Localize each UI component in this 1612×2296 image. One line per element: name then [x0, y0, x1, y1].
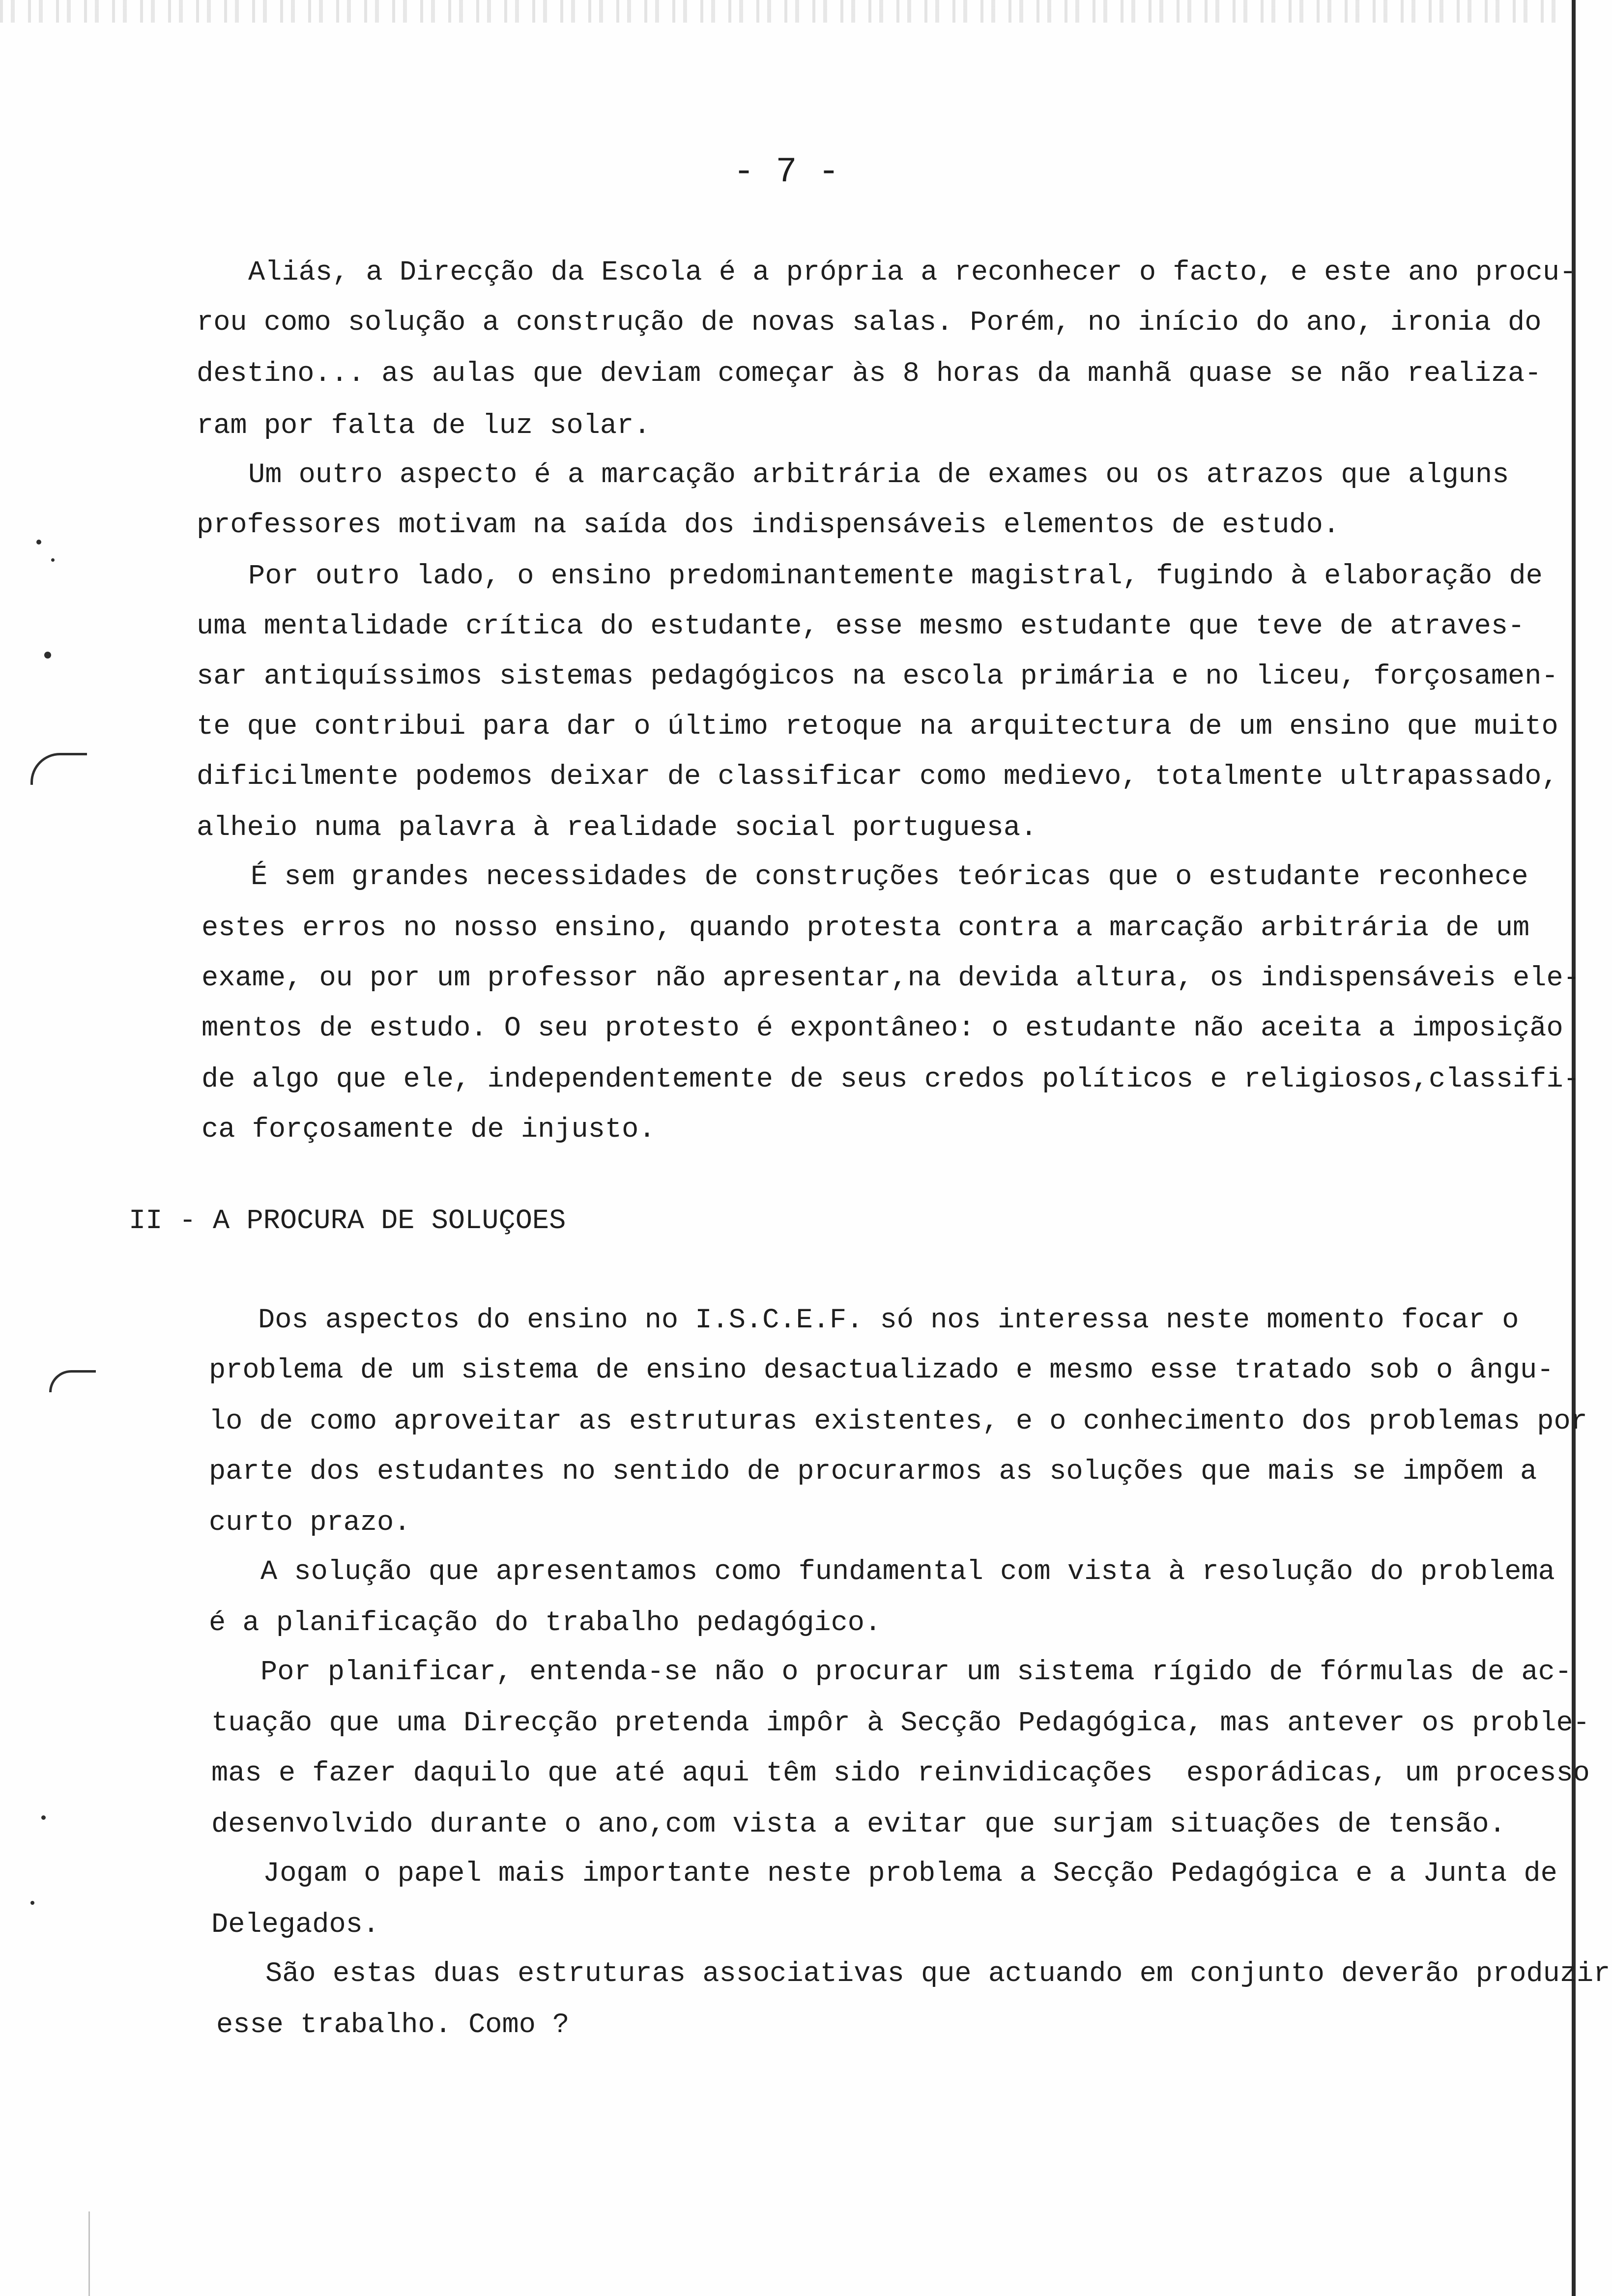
body-line: exame, ou por um professor não apresentar,na devida altura, os indispensáveis ele- — [202, 963, 1580, 994]
scan-mark — [36, 540, 41, 545]
body-line: ram por falta de luz solar. — [197, 410, 651, 442]
body-line: parte dos estudantes no sentido de procurarmos as soluções que mais se impõem a — [209, 1456, 1537, 1488]
page-number: - 7 - — [733, 152, 840, 192]
scan-mark — [44, 652, 51, 659]
body-line: uma mentalidade crítica do estudante, esse mesmo estudante que teve de atraves- — [197, 611, 1525, 642]
body-line: Jogam o papel mais importante neste problema a Secção Pedagógica e a Junta de — [263, 1858, 1557, 1890]
body-line: destino... as aulas que deviam começar às 8 horas da manhã quase se não realiza- — [197, 358, 1542, 390]
body-line: sar antiquíssimos sistemas pedagógicos na escola primária e no liceu, forçosamen- — [197, 661, 1558, 692]
body-line: Dos aspectos do ensino no I.S.C.E.F. só nos interessa neste momento focar o — [258, 1305, 1519, 1336]
scan-edge-right — [1572, 0, 1576, 2296]
body-line: te que contribui para dar o último retoque na arquitectura de um ensino que muito — [197, 711, 1558, 743]
body-line: Um outro aspecto é a marcação arbitrária de exames ou os atrazos que alguns — [248, 459, 1509, 491]
body-line: mas e fazer daquilo que até aqui têm sido reinvidicações esporádicas, um processo — [211, 1758, 1590, 1789]
section-heading: II - A PROCURA DE SOLUÇOES — [129, 1205, 566, 1237]
body-line: rou como solução a construção de novas salas. Porém, no início do ano, ironia do — [197, 307, 1542, 339]
body-line: tuação que uma Direcção pretenda impôr à Secção Pedagógica, mas antever os proble- — [211, 1708, 1590, 1739]
scan-mark — [30, 1901, 34, 1905]
body-line: professores motivam na saída dos indispensáveis elementos de estudo. — [197, 510, 1340, 541]
body-line: alheio numa palavra à realidade social portuguesa. — [197, 812, 1037, 844]
body-line: é a planificação do trabalho pedagógico. — [209, 1607, 882, 1639]
scan-edge-left — [88, 2211, 90, 2296]
body-line: lo de como aproveitar as estruturas existentes, e o conhecimento dos problemas por — [209, 1406, 1587, 1437]
scan-mark — [51, 558, 55, 562]
scan-mark — [41, 1815, 46, 1820]
body-line: Por planificar, entenda-se não o procurar um sistema rígido de fórmulas de ac- — [260, 1657, 1572, 1688]
body-line: problema de um sistema de ensino desactualizado e mesmo esse tratado sob o ângu- — [209, 1355, 1554, 1386]
scan-bracket-mark — [49, 1370, 96, 1392]
body-line: curto prazo. — [209, 1507, 411, 1539]
scan-bracket-mark — [30, 753, 87, 785]
body-line: de algo que ele, independentemente de seus credos políticos e religiosos,classifi- — [202, 1064, 1580, 1095]
body-line: São estas duas estruturas associativas que actuando em conjunto deverão produzir — [265, 1958, 1611, 1990]
body-line: Aliás, a Direcção da Escola é a própria a reconhecer o facto, e este ano procu- — [248, 257, 1577, 288]
body-line: ca forçosamente de injusto. — [202, 1114, 656, 1146]
body-line: esse trabalho. Como ? — [216, 2009, 570, 2041]
body-line: estes erros no nosso ensino, quando protesta contra a marcação arbitrária de um — [202, 913, 1530, 944]
body-line: É sem grandes necessidades de construções teóricas que o estudante reconhece — [251, 861, 1528, 893]
body-line: Por outro lado, o ensino predominantemente magistral, fugindo à elaboração de — [248, 561, 1543, 592]
body-line: A solução que apresentamos como fundamental com vista à resolução do problema — [260, 1556, 1555, 1588]
body-line: desenvolvido durante o ano,com vista a evitar que surjam situações de tensão. — [211, 1809, 1506, 1840]
scan-noise-top — [0, 0, 1568, 23]
body-line: mentos de estudo. O seu protesto é expontâneo: o estudante não aceita a imposição — [202, 1013, 1563, 1044]
body-line: Delegados. — [211, 1909, 380, 1941]
body-line: dificilmente podemos deixar de classificar como medievo, totalmente ultrapassado, — [197, 761, 1558, 793]
